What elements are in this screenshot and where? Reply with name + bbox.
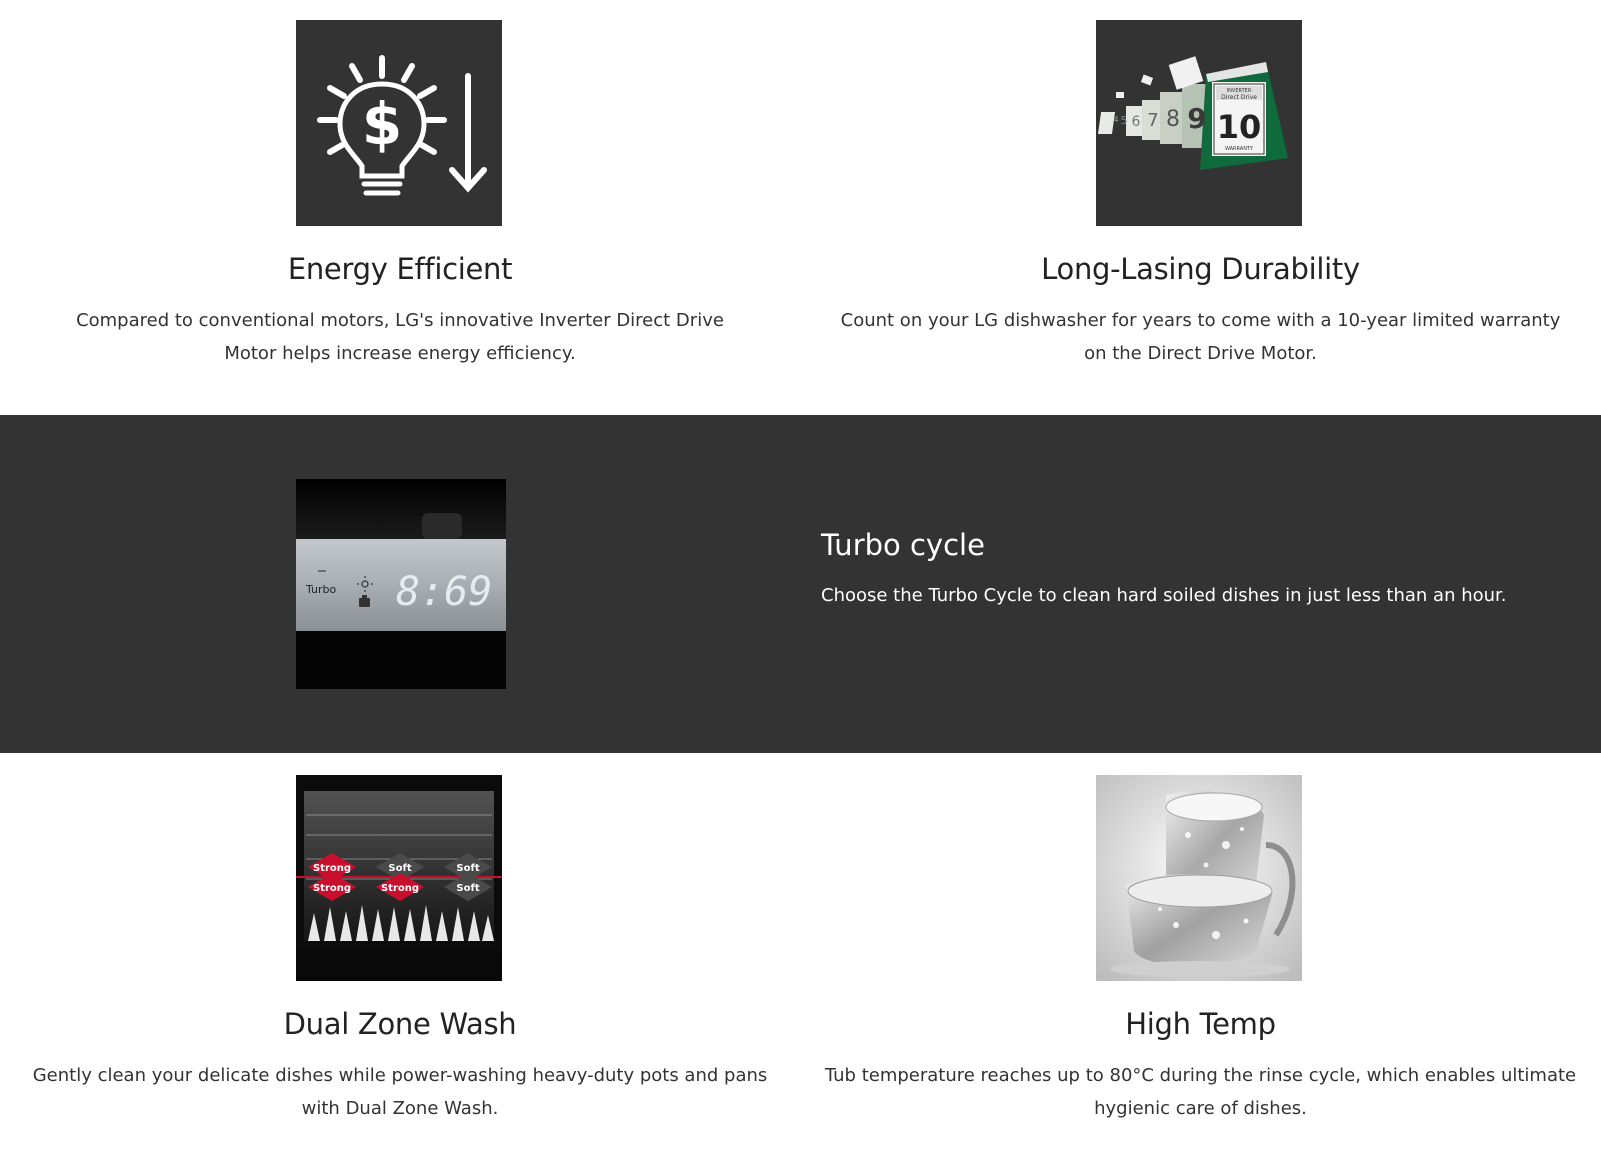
zone-bottom-1: Strong (312, 883, 352, 894)
feature-description: Gently clean your delicate dishes while power-washing heavy-duty pots and pans with Dual Zone Wash. (32, 1065, 768, 1119)
zone-top-2: Soft (388, 863, 412, 874)
zone-top-3: Soft (456, 863, 480, 874)
feature-title: Energy Efficient (287, 252, 513, 286)
energy-bulb-dollar-icon-svg (296, 20, 502, 226)
zone-top-1: Strong (312, 863, 352, 874)
turbo-control-panel-image (296, 479, 506, 689)
feature-title: Long-Lasing Durability (1041, 252, 1360, 286)
feature-durability (800, 0, 1601, 400)
warranty-badge-mid: Direct Drive (1221, 94, 1257, 101)
warranty-number-7: 7 (1147, 110, 1159, 131)
turbo-panel-label: Turbo (306, 583, 337, 596)
feature-title: High Temp (1125, 1007, 1276, 1041)
energy-bulb-dollar-icon (296, 20, 502, 226)
feature-description: Count on your LG dishwasher for years to come with a 10-year limited warranty on the Direct Drive Motor. (840, 310, 1561, 364)
zone-bottom-2: Strong (380, 883, 420, 894)
warranty-number-5: 5 (1120, 114, 1128, 127)
feature-description: Compared to conventional motors, LG's innovative Inverter Direct Drive Motor helps increase energy efficiency. (76, 310, 724, 364)
feature-energy-efficient (0, 0, 800, 400)
feature-high-temp (800, 753, 1601, 1167)
turbo-panel-digits: 8:69 (396, 569, 493, 615)
glass-high-temp-svg (1096, 775, 1302, 981)
zone-bottom-3: Soft (456, 883, 480, 894)
warranty-badge-top: INVERTER (1226, 88, 1252, 94)
turbo-control-panel-svg (296, 479, 506, 689)
warranty-calendar-icon (1096, 20, 1302, 226)
feature-dual-zone-wash (0, 753, 800, 1167)
dual-zone-wash-image (296, 775, 502, 981)
dollar-sign: $ (361, 90, 403, 158)
feature-description: Tub temperature reaches up to 80°C during the rinse cycle, which enables ultimate hygienic care of dishes. (824, 1065, 1577, 1119)
turbo-title: Turbo cycle (821, 528, 985, 562)
glass-high-temp-image (1096, 775, 1302, 981)
feature-turbo-cycle (0, 415, 1601, 753)
feature-title: Dual Zone Wash (283, 1007, 517, 1041)
warranty-number-9: 9 (1187, 102, 1207, 135)
warranty-badge-bottom: WARRANTY (1224, 146, 1254, 152)
warranty-number-10: 10 (1216, 108, 1262, 146)
dual-zone-wash-svg (296, 775, 502, 981)
warranty-calendar-icon-svg (1096, 20, 1302, 226)
turbo-description: Choose the Turbo Cycle to clean hard soiled dishes in just less than an hour. (821, 585, 1507, 606)
warranty-number-6: 6 (1131, 114, 1141, 130)
warranty-number-4: 4 (1113, 115, 1119, 124)
warranty-number-8: 8 (1166, 107, 1180, 132)
